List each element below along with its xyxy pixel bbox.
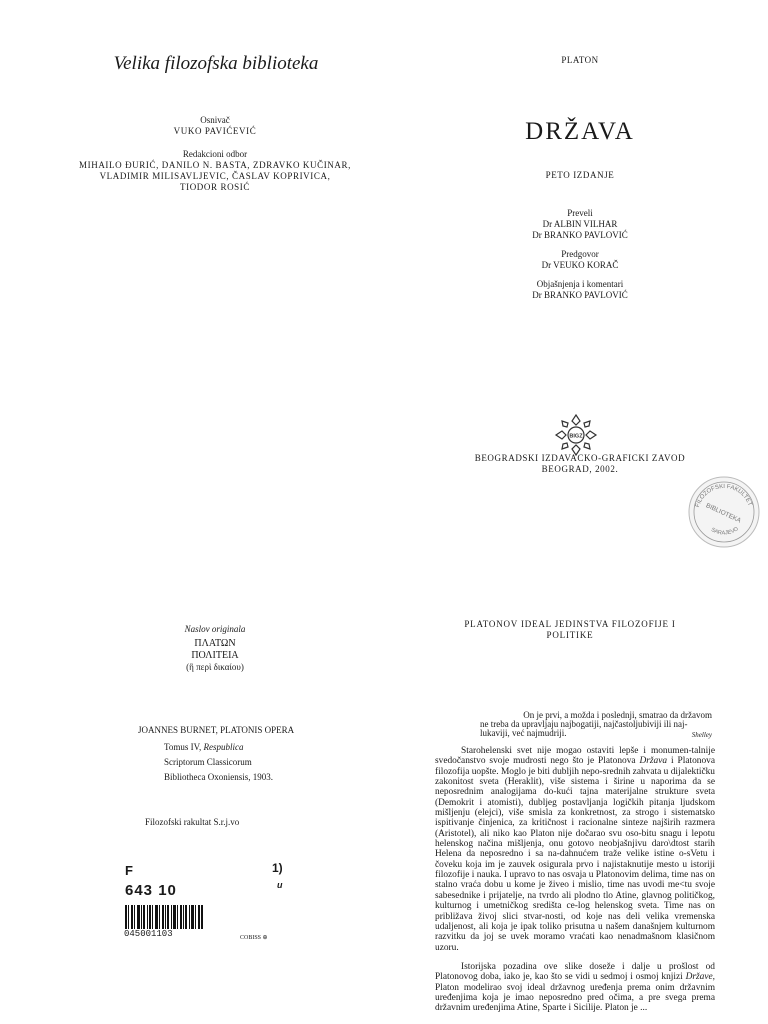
stamp-text-center: BIBLIOTEKA [704, 502, 743, 525]
founder-label: Osnivač [200, 115, 230, 125]
paragraph-2: Istorijska pozadina ove slike doseže i dalje u prošlost od Platonovog doba, iako je, kao što se vidi u sedmoj i osmoj knjizi Države, Platon modelirao svoj ideal državnog uređenja prema onim državnim uređenjima koja je imao neposredno pred očima, a pre svega prema državnim uređenjima Atine, Sparte i Sicilije. Platon je ... [435, 961, 715, 1014]
library-name: Filozofski rakultat S.r.j.vo [145, 817, 240, 827]
stamp-text-top: FILOZOFSKI FAKULTET [694, 483, 753, 509]
tomus-work: Respublica [203, 742, 244, 752]
publisher-block [440, 453, 720, 475]
original-title-block [140, 624, 290, 673]
editors-line-2: VLADIMIR MILISAVLJEVIC, ČASLAV KOPRIVICA, [99, 171, 331, 181]
essay-title-line-2: POLITIKE [546, 630, 594, 640]
scriptorum: Scriptorum Classicorum [164, 757, 252, 767]
original-title: ΠΟΛΙΤΕΙΑ [191, 650, 239, 661]
essay-title-line-1: PLATONOV IDEAL JEDINSTVA FILOZOFIJE I [464, 619, 676, 629]
editors-line-3: TIODOR ROSIĆ [180, 182, 250, 192]
translated-label: Preveli [567, 208, 593, 218]
credits-block [450, 208, 710, 301]
epigraph-line-3: lukaviji, već najmudriji. [480, 728, 567, 738]
paragraph-1: Starohelenski svet nije mogao ostaviti lepše i monumen-talnije svedočanstvo svoje mudrosti nego što je Platonova Država i Platonova filozofija uopšte. Moglo je biti dubljih nepo-srednih zahvata u dijalektičku zakonitost sveta (Heraklit), više sistema i širine u naporima da se neposrednim analogijama do-kući tajna materijalne strukture sveta (Demokrit i atomisti), dubljeg postavljanja logičkih pitanja ljudskom mišljenju (elejci), više smisla za konkretnost, za strogo i sistematsko ispitivanje činjenica, za kritičnost i racionalne sinteze najširih razmera (Aristotel), ali niko kao Platon nije dočarao svu oso-bitu snagu i lepotu helenskog načina mišljenja, onu gotovo neobjašnjivu daro\dtost starih Helena da neposredno i sa na-dahnućem traže velike istine o-sVetu i čoveku koja im je zauvek osigurala prvo i najistaknutije mesto u istoriji filozofije i nauka. I upravo to nas osvaja u Platonovim delima, time nas on stalno vraća dobu u kome je živeo i mislio, time nas uvodi me<tu svoje sabesednike i prijatelje, na tvrdo ali plodno tlo Atine, glavnog političkog, kulturnog i umetničkog središta ce-log helenskog sveta. Time nas on približava živoj slici stvar-nosti, od koje nas deli velika vremenska udaljenost, ali koja je ipak toliko prisutna u našem današnjem kulturnom razvitku da joj se uvek moramo vraćati kao nenadmašnom klasičnom uzoru. [435, 746, 716, 953]
shelf-mark-1: 1) [272, 861, 283, 875]
edition-source: JOANNES BURNET, PLATONIS OPERA [138, 725, 295, 735]
publisher-logo-icon [554, 413, 598, 457]
original-title-label: Naslov originala [184, 624, 246, 634]
tomus: Tomus IV, [164, 742, 202, 752]
publisher-name: BEOGRADSKI IZDAVACKO-GRAFICKI ZAVOD [474, 453, 686, 463]
logo-text: BIGZ [569, 433, 583, 440]
stamp-text-bottom: SARAJEVO [709, 526, 740, 537]
editors-label: Redakcioni odbor [182, 149, 248, 159]
publisher-place-year: BEOGRAD, 2002. [541, 464, 619, 474]
shelf-mark-u: u [277, 880, 283, 890]
barcode-icon [125, 905, 203, 929]
epigraph-author: Shelley [691, 731, 712, 739]
library-stamp-icon [686, 474, 762, 550]
edition-label: PETO IZDANJE [545, 170, 615, 180]
editors-line-1: MIHAILO ĐURIĆ, DANILO N. BASTA, ZDRAVKO KUČINAR, [79, 160, 351, 170]
series-title: Velika filozofska biblioteka [113, 53, 319, 74]
founder-block [70, 115, 360, 137]
original-author: ΠΛΑΤΩΝ [194, 638, 236, 649]
epigraph-line-1: On je prvi, a možda i poslednji, smatrao da državom [523, 710, 712, 720]
notes-label: Objašnjenja i komentari [536, 279, 624, 289]
essay-body [435, 746, 715, 1023]
translator-2: Dr BRANKO PAVLOVIĆ [532, 230, 628, 240]
book-title: DRŽAVA [525, 118, 635, 145]
essay-title [430, 619, 710, 641]
shelf-number: 643 10 [125, 882, 177, 899]
cobiss-mark: COBISS ⊕ [240, 935, 268, 941]
book-author: PLATON [561, 55, 599, 65]
translator-1: Dr ALBIN VILHAR [542, 219, 618, 229]
barcode-number: 045001103 [124, 929, 173, 939]
foreword-label: Predgovor [561, 249, 599, 259]
edition-source-block [138, 725, 378, 783]
shelf-mark-f: F [125, 863, 133, 878]
bibliotheca: Bibliotheca Oxoniensis, 1903. [164, 772, 273, 782]
notes-author: Dr BRANKO PAVLOVIĆ [532, 290, 628, 300]
original-subtitle: (ἢ περὶ δικαίου) [186, 662, 244, 672]
editorial-board-block [60, 149, 370, 193]
founder-name: VUKO PAVIĆEVIĆ [173, 126, 257, 136]
epigraph-line-2: ne treba da upravljaju najbogatiji, najčastoljubiviji ili naj- [480, 719, 688, 729]
foreword-author: Dr VEUKO KORAČ [541, 260, 619, 270]
